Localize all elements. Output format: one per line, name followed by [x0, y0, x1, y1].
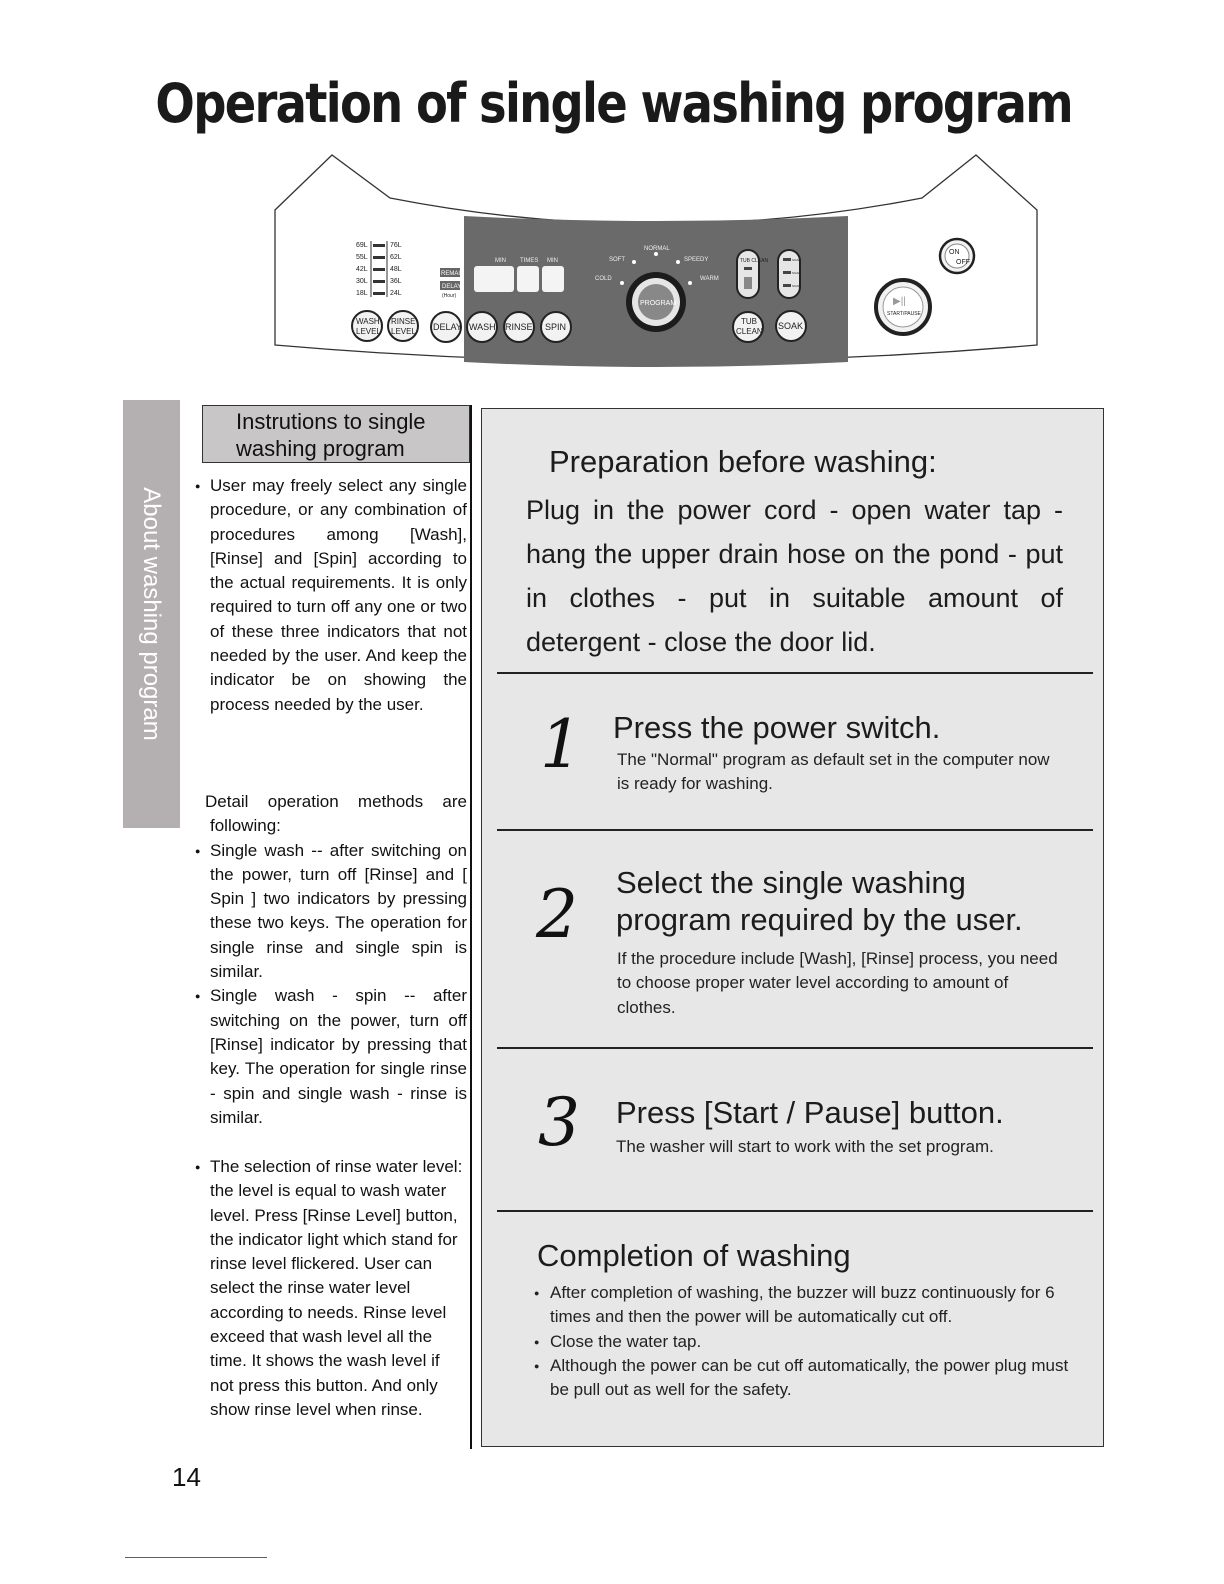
instructions-header: [202, 405, 470, 463]
page-title: Operation of single washing program: [155, 72, 1072, 135]
column-divider: [470, 405, 472, 1449]
separator: [497, 672, 1093, 674]
spin-button[interactable]: [541, 312, 571, 342]
step-2-title-line1: Select the single washing: [616, 865, 966, 900]
svg-text:OFF: OFF: [956, 259, 970, 266]
level-right-2: 48L: [390, 266, 402, 273]
separator: [497, 1210, 1093, 1212]
svg-text:ON: ON: [949, 249, 960, 256]
delay-label: DELAY: [442, 284, 462, 290]
completion-list: [533, 1281, 1073, 1402]
level-left-1: 55L: [356, 254, 368, 261]
display-digit: [474, 266, 514, 292]
control-panel-drawing: [270, 150, 1042, 372]
display-label-2: MIN: [547, 258, 558, 264]
completion-item: ● After completion of washing, the buzzer will buzz continuously for 6 times and then the power will be automatically cut off.: [533, 1281, 1073, 1330]
rinse-level-button[interactable]: [388, 311, 418, 341]
soak-indicator-2: SOAK: [792, 284, 801, 288]
display-digit: [542, 266, 564, 292]
footer-line: [125, 1557, 267, 1558]
completion-item: ● Although the power can be cut off automatically, the power plug must be pull out as well for the safety.: [533, 1354, 1073, 1403]
level-bar: [373, 292, 385, 295]
instructions-rinse-level: ● The selection of rinse water level: the level is equal to wash water level. Press [Rinse Level] button, the indicator light which stand for rinse level flickered. User can select the rinse water level according to needs. Rinse level exceed that wash level all the time. It shows the wash level if not press this button. And only show rinse level when rinse.: [195, 1155, 467, 1422]
level-left-2: 42L: [356, 266, 368, 273]
display-digit: [517, 266, 539, 292]
soak-indicator-0: SOAK: [792, 258, 801, 262]
instructions-header-line1: Instrutions to single: [236, 409, 426, 434]
program-option-warm: WARM: [700, 276, 719, 282]
svg-text:RINSE: RINSE: [391, 317, 416, 326]
instructions-intro-block: [195, 474, 467, 717]
instructions-header-line2: washing program: [236, 436, 405, 461]
instructions-wash-spin: ● Single wash - spin -- after switching on the power, turn off [Rinse] indicator by pressing that key. The operation for single rinse - spin and single wash - rinse is similar.: [195, 984, 467, 1130]
svg-text:TUB: TUB: [741, 317, 757, 326]
svg-text:START/PAUSE: START/PAUSE: [887, 311, 921, 317]
svg-text:DELAY: DELAY: [433, 322, 462, 332]
level-right-0: 76L: [390, 242, 402, 249]
svg-text:WASH: WASH: [356, 317, 380, 326]
program-knob-label: PROGRAM: [640, 300, 677, 307]
wash-button[interactable]: [467, 312, 497, 342]
separator: [497, 1047, 1093, 1049]
soak-indicator-1: SOAK: [792, 271, 801, 275]
display-label-0: MIN: [495, 258, 506, 264]
section-sidebar: [123, 400, 180, 828]
preparation-body: Plug in the power cord - open water tap - hang the upper drain hose on the pond - put in clothes - put in suitable amount of detergent - close the door lid.: [526, 495, 1063, 657]
level-right-4: 24L: [390, 290, 402, 297]
step-3-number: 3: [538, 1084, 580, 1161]
level-bar: [373, 244, 385, 247]
page-number: 14: [172, 1462, 201, 1492]
instructions-detail: Detail operation methods are following:: [205, 792, 467, 836]
step-2-title-line2: program required by the user.: [616, 902, 1023, 937]
level-bar: [373, 256, 385, 259]
completion-title: Completion of washing: [537, 1238, 851, 1273]
svg-text:SPIN: SPIN: [545, 322, 567, 332]
step-1-number: 1: [540, 706, 582, 783]
hour-label: (Hour): [442, 293, 457, 299]
tub-clean-indicator-label: TUB CLEAN: [740, 258, 769, 264]
step-2-body: If the procedure include [Wash], [Rinse] process, you need to choose proper water level according to amount of clothes.: [617, 949, 1058, 1017]
power-button[interactable]: [940, 239, 974, 273]
svg-text:WASH: WASH: [469, 322, 496, 332]
start-pause-button[interactable]: [876, 280, 930, 334]
step-3-body: The washer will start to work with the set program.: [616, 1137, 994, 1156]
level-bar: [373, 268, 385, 271]
preparation-title: Preparation before washing:: [549, 444, 937, 479]
instructions-rinse-level-block: [195, 1155, 467, 1422]
level-right-1: 62L: [390, 254, 402, 261]
instructions-intro: ● User may freely select any single procedure, or any combination of procedures among [Wash], [Rinse] and [Spin] according to the actual requirements. It is only required to turn off any one or two of these three indicators that not needed by the user. And keep the indicator be on showing the process needed by the user.: [195, 474, 467, 717]
level-left-3: 30L: [356, 278, 368, 285]
control-panel-illustration: [270, 150, 1042, 372]
step-1-title: Press the power switch.: [613, 710, 941, 745]
program-option-cold: COLD: [595, 276, 612, 282]
step-2-number: 2: [536, 876, 578, 953]
program-option-soft: SOFT: [609, 257, 625, 263]
program-option-normal: NORMAL: [644, 246, 670, 252]
level-left-0: 69L: [356, 242, 368, 249]
delay-button[interactable]: [431, 312, 462, 342]
tub-clean-button[interactable]: [733, 312, 763, 342]
level-bar: [373, 280, 385, 283]
level-right-3: 36L: [390, 278, 402, 285]
instructions-detail-block: [195, 790, 467, 1130]
soak-button[interactable]: [776, 311, 806, 341]
instructions-single-wash: ● Single wash -- after switching on the power, turn off [Rinse] and [ Spin ] two indicators by pressing these two keys. The operation for single rinse and single spin is similar.: [195, 839, 467, 985]
svg-text:LEVEL: LEVEL: [391, 327, 416, 336]
rinse-button[interactable]: [504, 312, 534, 342]
remain-label: REMAIN: [441, 271, 465, 277]
separator: [497, 829, 1093, 831]
program-option-speedy: SPEEDY: [684, 257, 709, 263]
svg-text:RINSE: RINSE: [505, 322, 533, 332]
play-pause-icon: ▶||: [893, 296, 906, 307]
step-1-body: The "Normal" program as default set in the computer now is ready for washing.: [617, 750, 1050, 794]
display-label-1: TIMES: [520, 258, 539, 264]
svg-text:CLEAN: CLEAN: [736, 327, 763, 336]
sidebar-label: About washing program: [138, 487, 165, 741]
level-left-4: 18L: [356, 290, 368, 297]
wash-level-button[interactable]: [352, 311, 382, 341]
svg-text:SOAK: SOAK: [778, 321, 804, 331]
svg-text:LEVEL: LEVEL: [356, 327, 381, 336]
step-3-title: Press [Start / Pause] button.: [616, 1095, 1004, 1130]
completion-item: ● Close the water tap.: [533, 1330, 1073, 1354]
